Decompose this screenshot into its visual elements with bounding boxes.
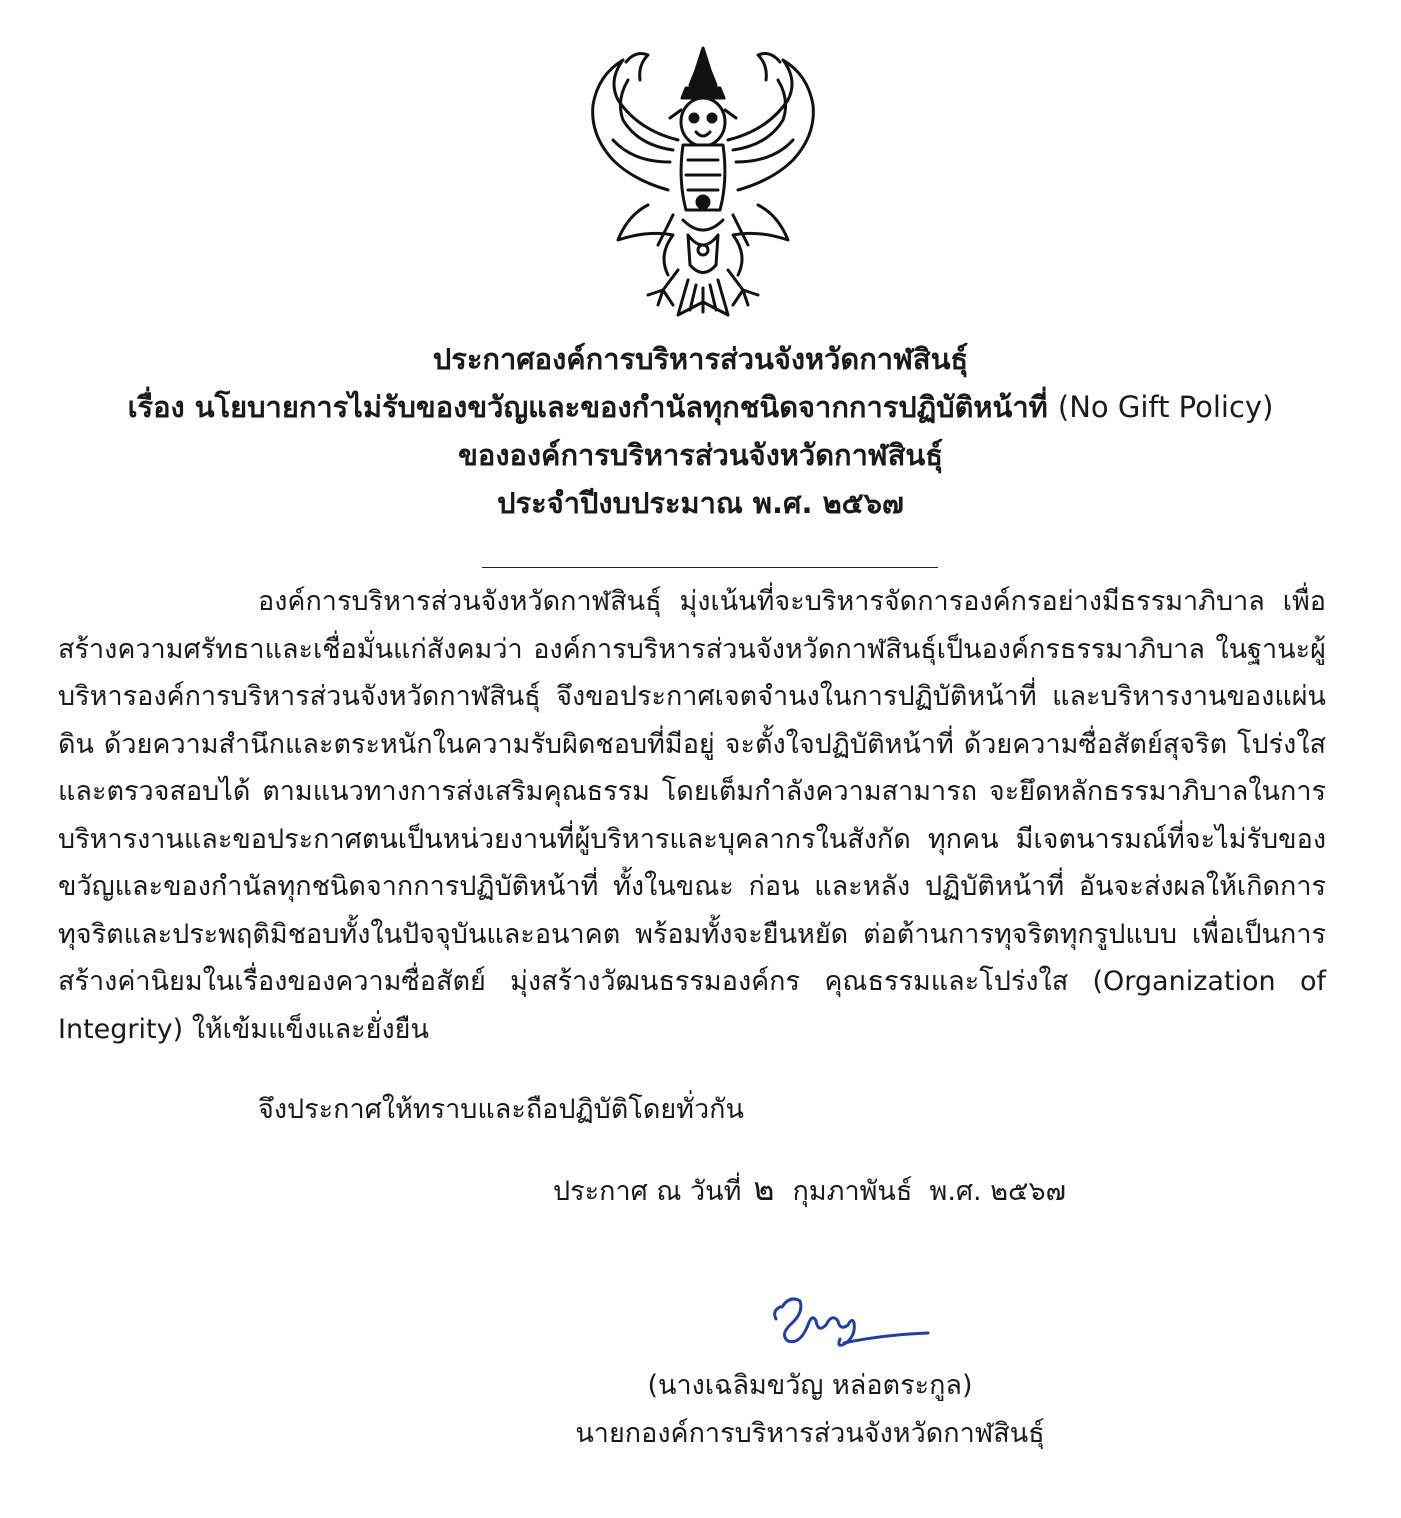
date-prefix: ประกาศ ณ วันที่ (553, 1176, 742, 1207)
signer-name: (นางเฉลิมขวัญ หล่อตระกูล) (647, 1370, 973, 1401)
date-month: กุมภาพันธ์ (792, 1176, 913, 1207)
date-day: ๒ (753, 1170, 775, 1208)
title-line-2-thai: เรื่อง นโยบายการไม่รับของขวัญและของกำนัลทุกชนิดจากการปฏิบัติหน้าที่ (127, 390, 1048, 424)
announcement-body (58, 578, 1326, 1053)
body-paragraph: องค์การบริหารส่วนจังหวัดกาฬสินธุ์ มุ่งเน้นที่จะบริหารจัดการองค์กรอย่างมีธรรมาภิบาล เพื่อสร้างความศรัทธาและเชื่อมั่นแก่สังคมว่า องค์การบริหารส่วนจังหวัดกาฬสินธุ์เป็นองค์กรธรรมาภิบาล ในฐานะผู้บริหารองค์การบริหารส่วนจังหวัดกาฬสินธุ์ จึงขอประกาศเจตจำนงในการปฏิบัติหน้าที่ และบริหารงานของแผ่นดิน ด้วยความสำนึกและตระหนักในความรับผิดชอบที่มีอยู่ จะตั้งใจปฏิบัติหน้าที่ ด้วยความซื่อสัตย์สุจริต โปร่งใสและตรวจสอบได้ ตามแนวทางการส่งเสริมคุณธรรม โดยเต็มกำลังความสามารถ จะยึดหลักธรรมาภิบาลในการบริหารงานและขอประกาศตนเป็นหน่วยงานที่ผู้บริหารและบุคลากรในสังกัด ทุกคน มีเจตนารมณ์ที่จะไม่รับของขวัญและของกำนัลทุกชนิดจากการปฏิบัติหน้าที่ ทั้งในขณะ ก่อน และหลัง ปฏิบัติหน้าที่ อันจะส่งผลให้เกิดการทุจริตและประพฤติมิชอบทั้งในปัจจุบันและอนาคต พร้อมทั้งจะยืนหยัด ต่อต้านการทุจริตทุกรูปแบบ เพื่อเป็นการสร้างค่านิยมในเรื่องของความซื่อสัตย์ มุ่งสร้างวัฒนธรรมองค์กร คุณธรรมและโปร่งใส (Organization of Integrity) ให้เข้มแข็งและยั่งยืน (58, 586, 1326, 1045)
garuda-emblem-icon (578, 40, 828, 325)
closing-statement: จึงประกาศให้ทราบและถือปฏิบัติโดยทั่วกัน (258, 1094, 744, 1125)
title-divider (482, 567, 938, 568)
date-year: พ.ศ. ๒๕๖๗ (929, 1176, 1066, 1207)
signer-position: นายกองค์การบริหารส่วนจังหวัดกาฬสินธุ์ (575, 1418, 1045, 1449)
title-line-1: ประกาศองค์การบริหารส่วนจังหวัดกาฬสินธุ์ (432, 342, 969, 376)
title-line-2 (0, 383, 1401, 431)
handwritten-signature-icon (760, 1285, 940, 1365)
title-line-4: ประจำปีงบประมาณ พ.ศ. ๒๕๖๗ (497, 486, 904, 520)
announcement-date (553, 1166, 1066, 1215)
title-line-2-english: (No Gift Policy) (1057, 390, 1274, 424)
announcement-title (0, 335, 1401, 527)
title-line-3: ขององค์การบริหารส่วนจังหวัดกาฬสินธุ์ (458, 438, 943, 472)
